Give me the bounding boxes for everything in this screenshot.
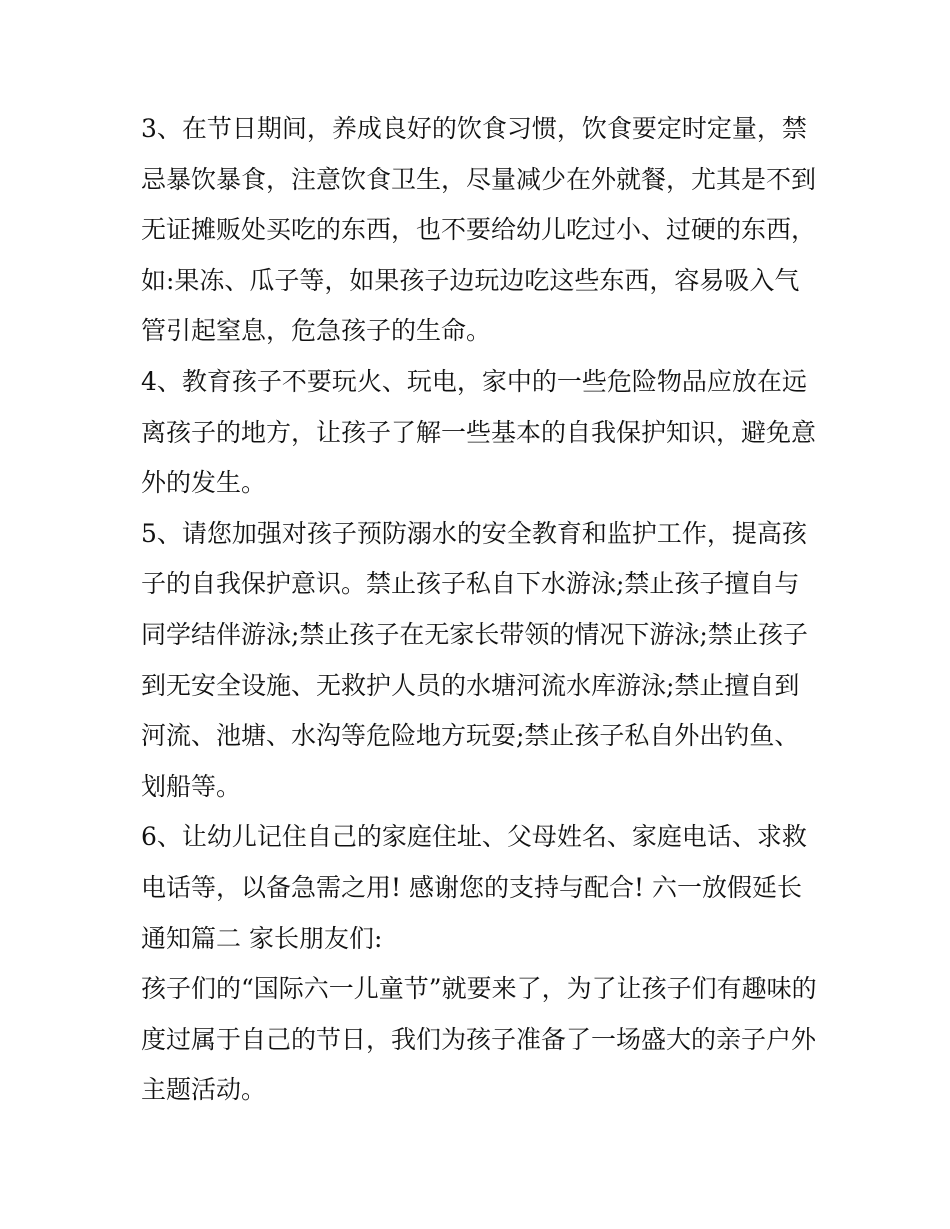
text-line: 4、教育孩子不要玩火、玩电，家中的一些危险物品应放在远 <box>141 366 807 396</box>
text-line: 通知篇二 家长朋友们: <box>141 923 383 953</box>
text-line: 6、让幼儿记住自己的家庭住址、父母姓名、家庭电话、求救 <box>141 822 807 852</box>
text-line: 河流、池塘、水沟等危险地方玩耍;禁止孩子私自外出钓鱼、 <box>141 721 800 751</box>
text-line: 忌暴饮暴食，注意饮食卫生，尽量减少在外就餐，尤其是不到 <box>141 164 817 194</box>
text-line: 离孩子的地方，让孩子了解一些基本的自我保护知识，避免意 <box>141 417 817 447</box>
text-line: 外的发生。 <box>141 468 267 498</box>
text-line: 主题活动。 <box>141 1075 267 1105</box>
text-line: 同学结伴游泳;禁止孩子在无家长带领的情况下游泳;禁止孩子 <box>141 619 808 649</box>
document-body <box>141 104 817 1116</box>
text-line: 无证摊贩处买吃的东西，也不要给幼儿吃过小、过硬的东西， <box>141 215 817 245</box>
text-line: 到无安全设施、无救护人员的水塘河流水库游泳;禁止擅自到 <box>141 670 800 700</box>
text-line: 度过属于自己的节日，我们为孩子准备了一场盛大的亲子户外 <box>141 1024 817 1054</box>
text-line: 3、在节日期间，养成良好的饮食习惯，饮食要定时定量，禁 <box>141 114 807 143</box>
text-line: 电话等，以备急需之用! 感谢您的支持与配合! 六一放假延长 <box>141 872 802 902</box>
text-line: 子的自我保护意识。禁止孩子私自下水游泳;禁止孩子擅自与 <box>141 569 800 599</box>
text-line: 划船等。 <box>141 771 242 801</box>
text-line: 管引起窒息，危急孩子的生命。 <box>141 316 492 346</box>
text-line: 5、请您加强对孩子预防溺水的安全教育和监护工作，提高孩 <box>141 518 807 548</box>
text-line: 如:果冻、瓜子等，如果孩子边玩边吃这些东西，容易吸入气 <box>141 265 800 295</box>
text-line: 孩子们的“国际六一儿童节”就要来了，为了让孩子们有趣味的 <box>141 974 817 1004</box>
